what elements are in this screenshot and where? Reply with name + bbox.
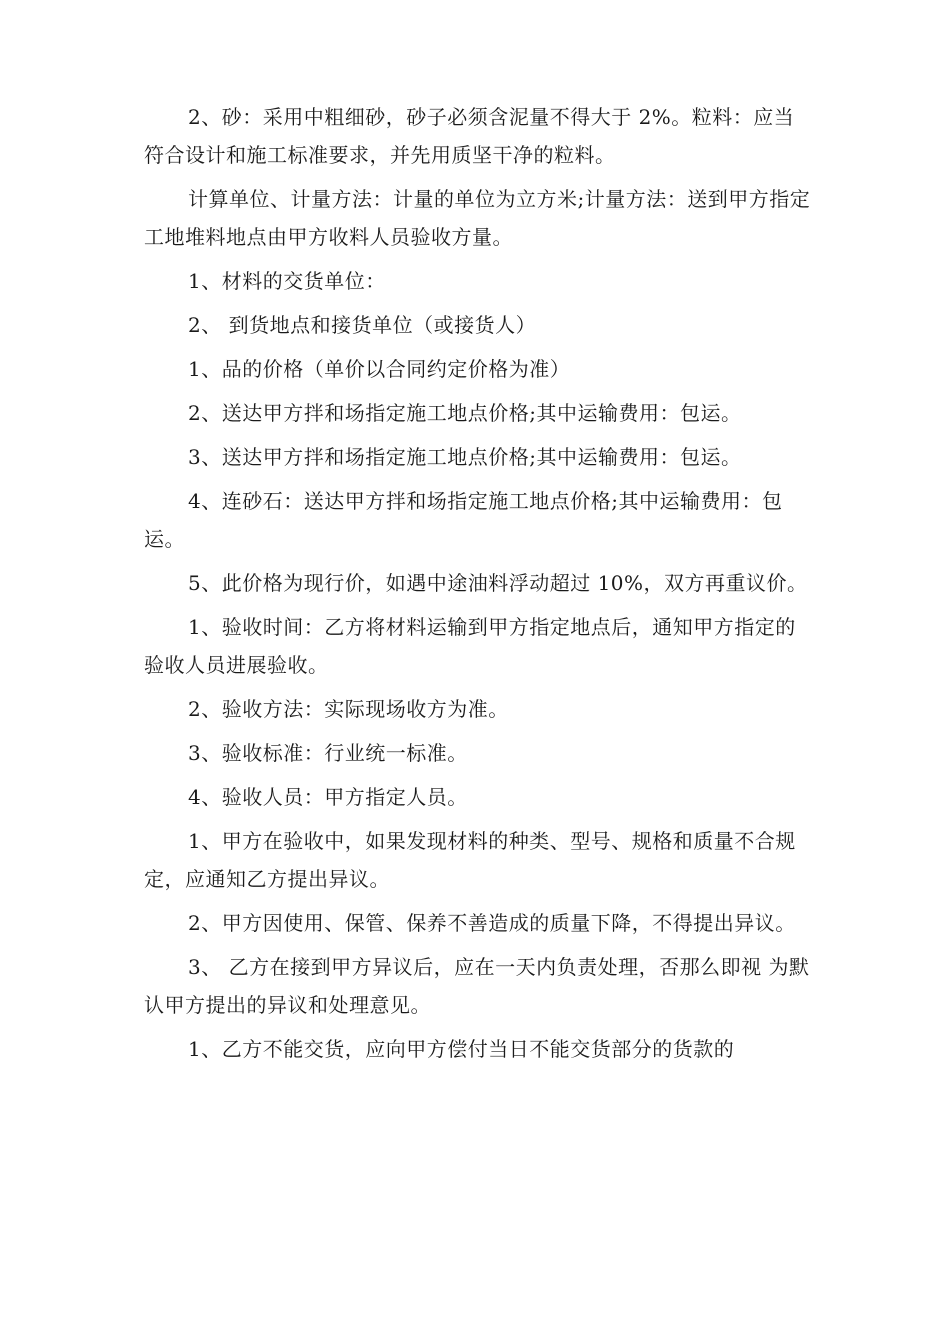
- paragraph-price-item-5: 5、此价格为现行价，如遇中途油料浮动超过 10%，双方再重议价。: [188, 571, 808, 595]
- paragraph-delivery-location: 2、 到货地点和接货单位（或接货人）: [188, 313, 537, 337]
- paragraph-liability-1: 1、乙方不能交货，应向甲方偿付当日不能交货部分的货款的: [188, 1037, 735, 1061]
- paragraph-acceptance-method: 2、验收方法：实际现场收方为准。: [188, 697, 509, 721]
- paragraph-objection-1: 1、甲方在验收中，如果发现材料的种类、型号、规格和质量不合规定，应通知乙方提出异议。: [144, 829, 796, 891]
- document-body: [144, 98, 814, 1074]
- paragraph-price-item-2: 2、送达甲方拌和场指定施工地点价格;其中运输费用：包运。: [188, 401, 742, 425]
- paragraph-acceptance-time: 1、验收时间：乙方将材料运输到甲方指定地点后，通知甲方指定的验收人员进展验收。: [144, 615, 796, 677]
- paragraph-objection-2: 2、甲方因使用、保管、保养不善造成的质量下降，不得提出异议。: [188, 911, 796, 935]
- paragraph-acceptance-personnel: 4、验收人员：甲方指定人员。: [188, 785, 468, 809]
- paragraph-delivery-unit: 1、材料的交货单位：: [188, 269, 386, 293]
- paragraph-measurement-method: 计算单位、计量方法：计量的单位为立方米;计量方法：送到甲方指定工地堆料地点由甲方收料人员验收方量。: [144, 187, 811, 249]
- paragraph-sand-spec: 2、砂：采用中粗细砂，砂子必须含泥量不得大于 2%。粒料：应当符合设计和施工标准要求，并先用质坚干净的粒料。: [144, 105, 795, 167]
- paragraph-price-item-3: 3、送达甲方拌和场指定施工地点价格;其中运输费用：包运。: [188, 445, 742, 469]
- paragraph-acceptance-standard: 3、验收标准：行业统一标准。: [188, 741, 468, 765]
- paragraph-price: 1、品的价格（单价以合同约定价格为准）: [188, 357, 571, 381]
- paragraph-price-item-4: 4、连砂石：送达甲方拌和场指定施工地点价格;其中运输费用：包运。: [144, 489, 783, 551]
- paragraph-objection-3: 3、 乙方在接到甲方异议后，应在一天内负责处理，否那么即视 为默认甲方提出的异议和处理意见。: [144, 955, 810, 1017]
